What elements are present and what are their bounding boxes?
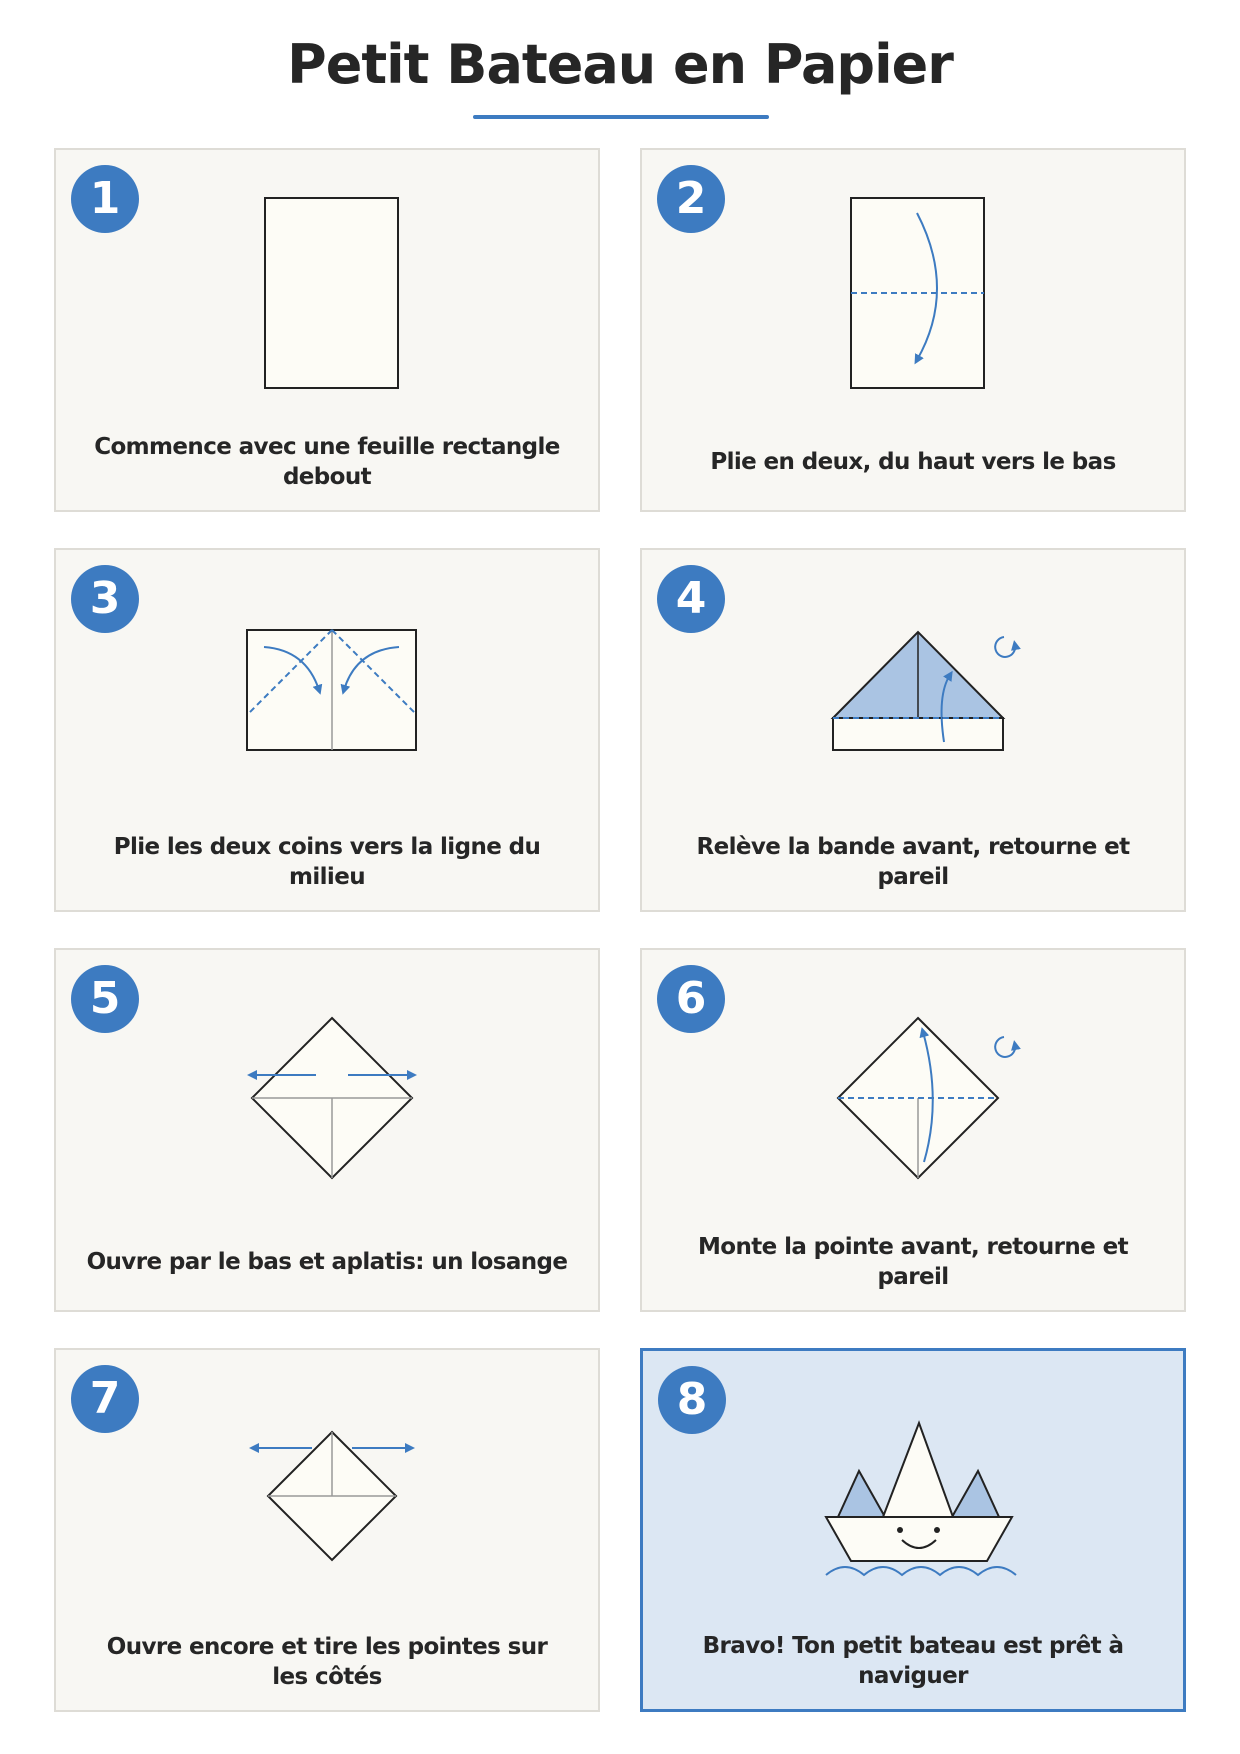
step-number-badge: 7: [71, 1365, 139, 1433]
step-number-badge: 3: [71, 565, 139, 633]
step-card-5: [54, 948, 600, 1312]
step-number-badge: 1: [71, 165, 139, 233]
step-caption: Commence avec une feuille rectangle debout: [94, 434, 560, 490]
step-number-badge: 5: [71, 965, 139, 1033]
step-caption: Monte la pointe avant, retourne et pareil: [698, 1234, 1128, 1290]
step-number-badge: 4: [657, 565, 725, 633]
step-card-1: [54, 148, 600, 512]
step-caption: Bravo! Ton petit bateau est prêt à naviguer: [702, 1633, 1124, 1689]
step-card-6: [640, 948, 1186, 1312]
step-caption: Plie en deux, du haut vers le bas: [710, 449, 1116, 476]
step-card-4: [640, 548, 1186, 912]
step-number-badge: 2: [657, 165, 725, 233]
step-caption: Plie les deux coins vers la ligne du milieu: [113, 834, 541, 890]
step-number-badge: 8: [658, 1366, 726, 1434]
step-card-3: [54, 548, 600, 912]
water-waves: [826, 1567, 1016, 1575]
step-card-2: [640, 148, 1186, 512]
step-card-7: [54, 1348, 600, 1712]
step-caption: Relève la bande avant, retourne et pareil: [696, 834, 1130, 890]
step-caption: Ouvre encore et tire les pointes sur les côtés: [106, 1634, 548, 1690]
step-number-badge: 6: [657, 965, 725, 1033]
page-title: Petit Bateau en Papier: [287, 33, 953, 96]
title-underline: [473, 115, 769, 119]
flip-icon: [995, 1037, 1015, 1057]
step-caption: Ouvre par le bas et aplatis: un losange: [86, 1249, 568, 1276]
step-card-8: [640, 1348, 1186, 1712]
flip-icon: [995, 637, 1015, 657]
